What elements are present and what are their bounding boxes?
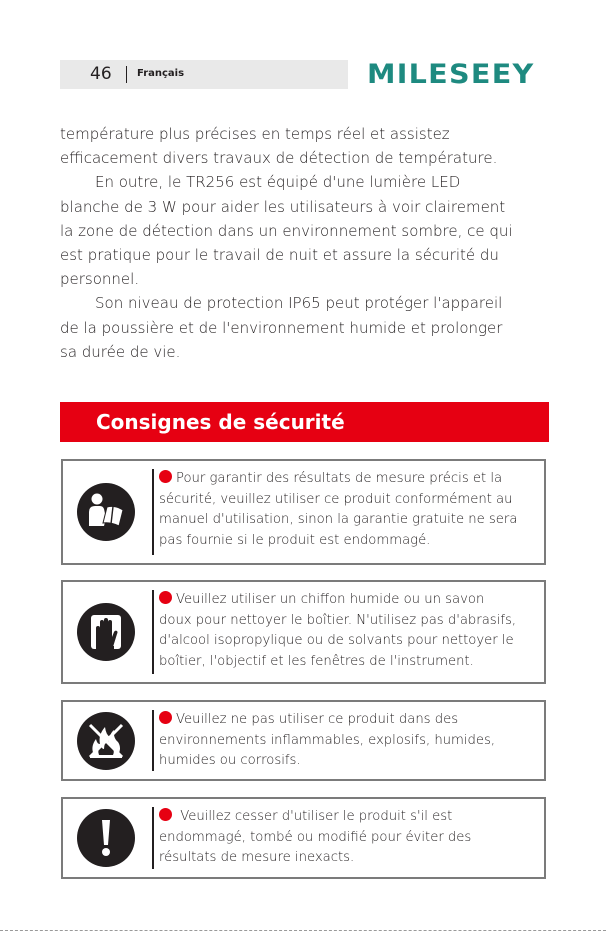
red-dot-icon [159,591,172,604]
safety-item-damage [61,797,546,879]
item-divider [152,710,154,771]
no-flammable-icon [76,711,136,771]
intro-line: blanche de 3 W pour aider les utilisateurs à voir clairement [60,197,506,216]
wipe-clean-icon [76,602,136,662]
page-cut-line [0,930,606,931]
warning-exclamation-icon [76,808,136,868]
safety-line: d'alcool isopropylique ou de solvants pour nettoyer le [159,633,514,648]
safety-text [159,469,539,551]
intro-line: de la poussière et de l'environnement humide et prolonger [60,318,503,337]
safety-line: pas fournie si le produit est endommagé. [159,532,431,548]
page-number: 46 [90,64,112,84]
red-dot-icon [159,808,172,821]
red-dot-icon [159,711,172,724]
safety-text [159,710,539,772]
safety-line: Veuillez ne pas utiliser ce produit dans des [159,710,539,731]
read-manual-icon [76,482,136,542]
safety-line: endommagé, tombé ou modifié pour éviter des [159,829,472,845]
intro-line: est pratique pour le travail de nuit et assure la sécurité du [60,246,499,265]
safety-item-manual [61,459,546,565]
brand-logo: MILESEEY [367,59,535,90]
safety-line: sécurité, veuillez utiliser ce produit conformément au [159,491,513,507]
red-dot-icon [159,470,172,483]
safety-text [159,807,539,869]
safety-line: Pour garantir des résultats de mesure précis et la [159,469,539,490]
safety-item-flammable [61,700,546,781]
safety-line: humides ou corrosifs. [159,753,301,768]
intro-line: la zone de détection dans un environnement sombre, ce qui [60,221,513,240]
item-divider [152,590,154,674]
section-title: Consignes de sécurité [96,410,345,434]
intro-line: température plus précises en temps réel et assistez [60,125,450,143]
intro-line: efficacement divers travaux de détection de température. [60,149,498,168]
intro-line: personnel. [60,270,140,289]
header-separator [126,66,127,83]
item-divider [152,807,154,869]
intro-line: Son niveau de protection IP65 peut protéger l'appareil [95,294,503,313]
intro-line: En outre, le TR256 est équipé d'une lumière LED [95,173,461,192]
safety-line: manuel d'utilisation, sinon la garantie gratuite ne sera [159,512,518,527]
safety-line: environnements inflammables, explosifs, humides, [159,732,496,748]
safety-line: Veuillez cesser d'utiliser le produit s'il est [159,807,539,828]
safety-line: doux pour nettoyer le boîtier. N'utilisez pas d'abrasifs, [159,612,517,628]
intro-line: sa durée de vie. [60,342,181,361]
safety-line: résultats de mesure inexacts. [159,850,355,865]
intro-text [60,122,550,364]
safety-item-cleaning [61,580,546,684]
item-divider [152,469,154,555]
language-label: Français [137,68,185,79]
safety-line: boîtier, l'objectif et les fenêtres de l'instrument. [159,653,474,669]
safety-text [159,590,539,672]
safety-line: Veuillez utiliser un chiffon humide ou un savon [159,590,539,611]
